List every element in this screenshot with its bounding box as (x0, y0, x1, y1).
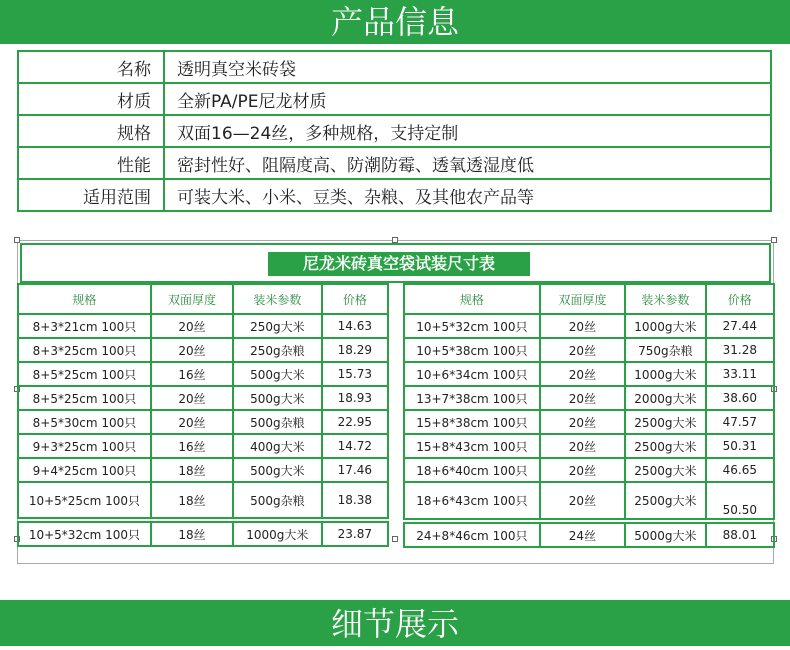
cell-thickness: 18丝 (151, 482, 233, 520)
header-spec: 规格 (18, 284, 151, 314)
cell-price: 50.31 (706, 434, 774, 458)
cell-thickness: 20丝 (540, 362, 625, 386)
cell-price: 23.87 (322, 520, 388, 546)
cell-thickness: 20丝 (540, 434, 625, 458)
cell-price: 88.01 (706, 521, 774, 547)
header-thickness: 双面厚度 (540, 284, 625, 314)
table-row (404, 434, 774, 458)
table-row (18, 314, 388, 338)
info-value: 透明真空米砖袋 (164, 51, 771, 83)
cell-spec: 8+3*21cm 100只 (18, 314, 151, 338)
table-row (18, 386, 388, 410)
cell-spec: 8+5*25cm 100只 (18, 386, 151, 410)
table-header-row (18, 284, 388, 314)
cell-capacity: 2500g大米 (625, 434, 705, 458)
table-row (404, 338, 774, 362)
cell-spec: 10+5*38cm 100只 (404, 338, 540, 362)
cell-capacity: 2000g大米 (625, 386, 705, 410)
cell-price: 18.38 (322, 482, 388, 520)
cell-thickness: 20丝 (151, 338, 233, 362)
cell-spec: 18+6*40cm 100只 (404, 458, 540, 482)
cell-capacity: 1000g大米 (625, 362, 705, 386)
table-row (18, 482, 388, 520)
header-spec: 规格 (404, 284, 540, 314)
cell-thickness: 20丝 (540, 482, 625, 521)
size-table-left (17, 283, 389, 547)
cell-capacity: 250g大米 (233, 314, 322, 338)
table-row (18, 458, 388, 482)
info-row (18, 115, 771, 147)
cell-spec: 8+3*25cm 100只 (18, 338, 151, 362)
cell-thickness: 18丝 (151, 458, 233, 482)
table-row (404, 458, 774, 482)
cell-spec: 24+8*46cm 100只 (404, 521, 540, 547)
cell-price: 15.73 (322, 362, 388, 386)
info-value: 全新PA/PE尼龙材质 (164, 83, 771, 115)
table-row (18, 362, 388, 386)
cell-capacity: 750g杂粮 (625, 338, 705, 362)
cell-price: 31.28 (706, 338, 774, 362)
table-row (18, 520, 388, 546)
header-price: 价格 (706, 284, 774, 314)
cell-thickness: 20丝 (540, 338, 625, 362)
cell-price: 14.63 (322, 314, 388, 338)
table-row (404, 386, 774, 410)
cell-thickness: 18丝 (151, 520, 233, 546)
cell-thickness: 20丝 (540, 314, 625, 338)
info-value: 双面16—24丝，多种规格，支持定制 (164, 115, 771, 147)
size-table-right (403, 283, 775, 548)
cell-capacity: 500g大米 (233, 458, 322, 482)
cell-spec: 15+8*38cm 100只 (404, 410, 540, 434)
cell-thickness: 20丝 (540, 386, 625, 410)
info-key: 材质 (18, 83, 164, 115)
selection-handle[interactable] (14, 237, 20, 243)
cell-price: 27.44 (706, 314, 774, 338)
cell-spec: 10+5*32cm 100只 (18, 520, 151, 546)
cell-spec: 10+6*34cm 100只 (404, 362, 540, 386)
cell-thickness: 20丝 (540, 458, 625, 482)
cell-thickness: 16丝 (151, 362, 233, 386)
cell-capacity: 500g大米 (233, 362, 322, 386)
cell-price: 47.57 (706, 410, 774, 434)
cell-spec: 18+6*43cm 100只 (404, 482, 540, 521)
info-row (18, 179, 771, 211)
cell-price: 50.50 (706, 482, 774, 521)
table-row (18, 410, 388, 434)
table-row (404, 521, 774, 547)
cell-thickness: 20丝 (540, 410, 625, 434)
cell-capacity: 500g大米 (233, 386, 322, 410)
cell-price: 14.72 (322, 434, 388, 458)
cell-spec: 15+8*43cm 100只 (404, 434, 540, 458)
cell-spec: 13+7*38cm 100只 (404, 386, 540, 410)
table-row (18, 338, 388, 362)
cell-price: 18.29 (322, 338, 388, 362)
table-row (18, 434, 388, 458)
info-row (18, 51, 771, 83)
cell-spec: 8+5*30cm 100只 (18, 410, 151, 434)
cell-price: 38.60 (706, 386, 774, 410)
product-info-banner: 产品信息 (0, 0, 790, 44)
size-table-title-bar (20, 243, 771, 283)
product-info-table (17, 50, 772, 212)
selection-handle[interactable] (392, 536, 398, 542)
cell-price: 46.65 (706, 458, 774, 482)
size-table-title: 尼龙米砖真空袋试装尺寸表 (268, 252, 530, 276)
cell-capacity: 500g杂粮 (233, 482, 322, 520)
cell-capacity: 1000g大米 (233, 520, 322, 546)
cell-capacity: 5000g大米 (625, 521, 705, 547)
cell-capacity: 2500g大米 (625, 482, 705, 521)
cell-capacity: 400g大米 (233, 434, 322, 458)
info-row (18, 147, 771, 179)
cell-capacity: 2500g大米 (625, 458, 705, 482)
details-banner: 细节展示 (0, 600, 790, 646)
table-row (404, 362, 774, 386)
info-row (18, 83, 771, 115)
header-thickness: 双面厚度 (151, 284, 233, 314)
info-value: 密封性好、阻隔度高、防潮防霉、透氧透湿度低 (164, 147, 771, 179)
cell-thickness: 16丝 (151, 434, 233, 458)
cell-thickness: 20丝 (151, 314, 233, 338)
header-price: 价格 (322, 284, 388, 314)
cell-capacity: 2500g大米 (625, 410, 705, 434)
cell-spec: 9+4*25cm 100只 (18, 458, 151, 482)
cell-spec: 8+5*25cm 100只 (18, 362, 151, 386)
info-key: 名称 (18, 51, 164, 83)
info-key: 规格 (18, 115, 164, 147)
info-value: 可装大米、小米、豆类、杂粮、及其他农产品等 (164, 179, 771, 211)
cell-price: 17.46 (322, 458, 388, 482)
cell-capacity: 500g杂粮 (233, 410, 322, 434)
selection-handle[interactable] (392, 237, 398, 243)
cell-thickness: 20丝 (151, 386, 233, 410)
table-header-row (404, 284, 774, 314)
header-capacity: 装米参数 (625, 284, 705, 314)
table-row (404, 314, 774, 338)
table-row (404, 410, 774, 434)
cell-capacity: 1000g大米 (625, 314, 705, 338)
header-capacity: 装米参数 (233, 284, 322, 314)
selection-handle[interactable] (771, 237, 777, 243)
table-row (404, 482, 774, 521)
cell-spec: 9+3*25cm 100只 (18, 434, 151, 458)
cell-price: 33.11 (706, 362, 774, 386)
cell-spec: 10+5*25cm 100只 (18, 482, 151, 520)
cell-thickness: 20丝 (151, 410, 233, 434)
cell-price: 18.93 (322, 386, 388, 410)
info-key: 性能 (18, 147, 164, 179)
info-key: 适用范围 (18, 179, 164, 211)
cell-thickness: 24丝 (540, 521, 625, 547)
cell-spec: 10+5*32cm 100只 (404, 314, 540, 338)
cell-price: 22.95 (322, 410, 388, 434)
cell-capacity: 250g杂粮 (233, 338, 322, 362)
